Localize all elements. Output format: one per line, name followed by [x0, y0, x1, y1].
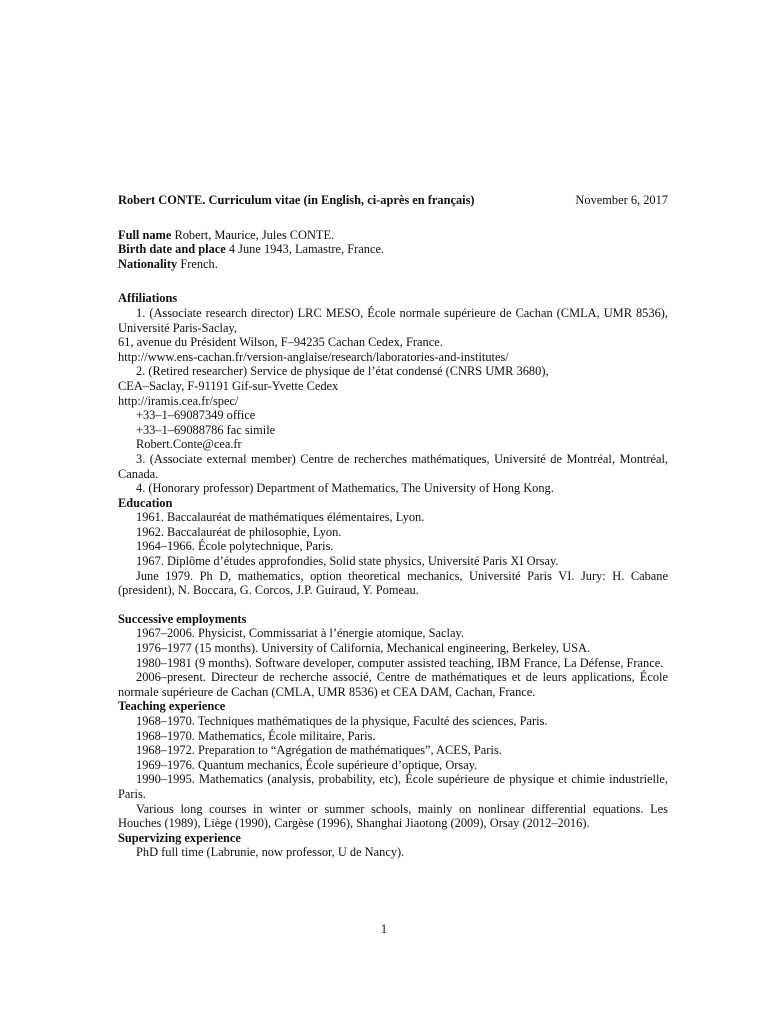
affiliation-4: 4. (Honorary professor) Department of Mathematics, The University of Hong Kong.	[136, 481, 554, 496]
employments-title: Successive employments	[118, 611, 247, 626]
page-number: 1	[380, 922, 388, 936]
education-item: 1964–1966. École polytechnique, Paris.	[136, 539, 334, 554]
employment-item: 1976–1977 (15 months). University of California, Mechanical engineering, Berkeley, USA.	[136, 641, 591, 656]
affiliation-1-url: http://www.ens-cachan.fr/version-anglaise/research/laboratories-and-institutes/	[118, 349, 509, 364]
full-name-label: Full name	[118, 227, 172, 242]
affiliation-1-address: 61, avenue du Président Wilson, F–94235 Cachan Cedex, France.	[118, 335, 443, 350]
supervizing-title: Supervizing experience	[118, 830, 241, 845]
birth-value: 4 June 1943, Lamastre, France.	[228, 242, 385, 257]
full-name-value: Robert, Maurice, Jules CONTE.	[174, 227, 335, 242]
nationality-row	[118, 257, 668, 272]
affiliations-title: Affiliations	[118, 291, 178, 306]
teaching-item: 1969–1976. Quantum mechanics, École supérieure d’optique, Orsay.	[136, 757, 478, 772]
full-name-row	[118, 228, 668, 243]
affiliation-2-address: CEA–Saclay, F-91191 Gif-sur-Yvette Cedex	[118, 378, 339, 393]
employment-item: 1980–1981 (9 months). Software developer, computer assisted teaching, IBM France, La Défense, France.	[136, 655, 664, 670]
education-item: 1962. Baccalauréat de philosophie, Lyon.	[136, 524, 342, 539]
cv-header	[118, 193, 668, 208]
affiliation-2-email: Robert.Conte@cea.fr	[136, 437, 242, 452]
nationality-label: Nationality	[118, 256, 178, 271]
teaching-item: 1990–1995. Mathematics (analysis, probability, etc), École supérieure de physique et chimie industrielle, Paris.	[118, 772, 668, 801]
affiliation-2-phone: +33–1–69087349 office	[136, 408, 256, 423]
birth-row	[118, 242, 668, 257]
teaching-item: Various long courses in winter or summer schools, mainly on nonlinear differential equations. Les Houches (1989), Liège (1990), Cargèse (1996), Shanghai Jiaotong (2009), Orsay (2012–2016).	[118, 801, 668, 831]
cv-page	[118, 193, 668, 860]
supervizing-item: PhD full time (Labrunie, now professor, U de Nancy).	[136, 845, 405, 860]
cv-date: November 6, 2017	[575, 193, 668, 207]
employment-item: 2006–present. Directeur de recherche associé, Centre de mathématiques et de leurs applications, École normale supérieure de Cachan (CMLA, UMR 8536) et CEA DAM, Cachan, France.	[118, 670, 668, 699]
teaching-item: 1968–1970. Mathematics, École militaire, Paris.	[136, 728, 376, 743]
cv-title: Robert CONTE. Curriculum vitae (in English, ci-après en français)	[118, 193, 475, 207]
affiliation-3: 3. (Associate external member) Centre de recherches mathématiques, Université de Montréal, Montréal, Canada.	[118, 451, 668, 481]
nationality-value: French.	[180, 256, 218, 271]
affiliation-1: 1. (Associate research director) LRC MESO, École normale supérieure de Cachan (CMLA, UMR 8536), Université Paris-Saclay,	[118, 305, 668, 335]
education-item: 1967. Diplôme d’études approfondies, Solid state physics, Université Paris XI Orsay.	[136, 554, 559, 569]
teaching-item: 1968–1970. Techniques mathématiques de la physique, Faculté des sciences, Paris.	[136, 714, 548, 728]
education-item: June 1979. Ph D, mathematics, option theoretical mechanics, Université Paris VI. Jury: H. Cabane (president), N. Boccara, G. Corcos, J.P. Guiraud, Y. Pomeau.	[118, 568, 668, 598]
education-title: Education	[118, 495, 173, 510]
birth-label: Birth date and place	[118, 242, 226, 257]
teaching-item: 1968–1972. Preparation to “Agrégation de mathématiques”, ACES, Paris.	[136, 743, 502, 758]
affiliation-2-url: http://iramis.cea.fr/spec/	[118, 393, 239, 408]
teaching-title: Teaching experience	[118, 699, 226, 714]
education-item: 1961. Baccalauréat de mathématiques élémentaires, Lyon.	[136, 510, 425, 525]
affiliation-2-fax: +33–1–69088786 fac simile	[136, 422, 276, 437]
affiliation-2: 2. (Retired researcher) Service de physique de l’état condensé (CNRS UMR 3680),	[136, 364, 549, 379]
employment-item: 1967–2006. Physicist, Commissariat à l’énergie atomique, Saclay.	[136, 626, 464, 641]
